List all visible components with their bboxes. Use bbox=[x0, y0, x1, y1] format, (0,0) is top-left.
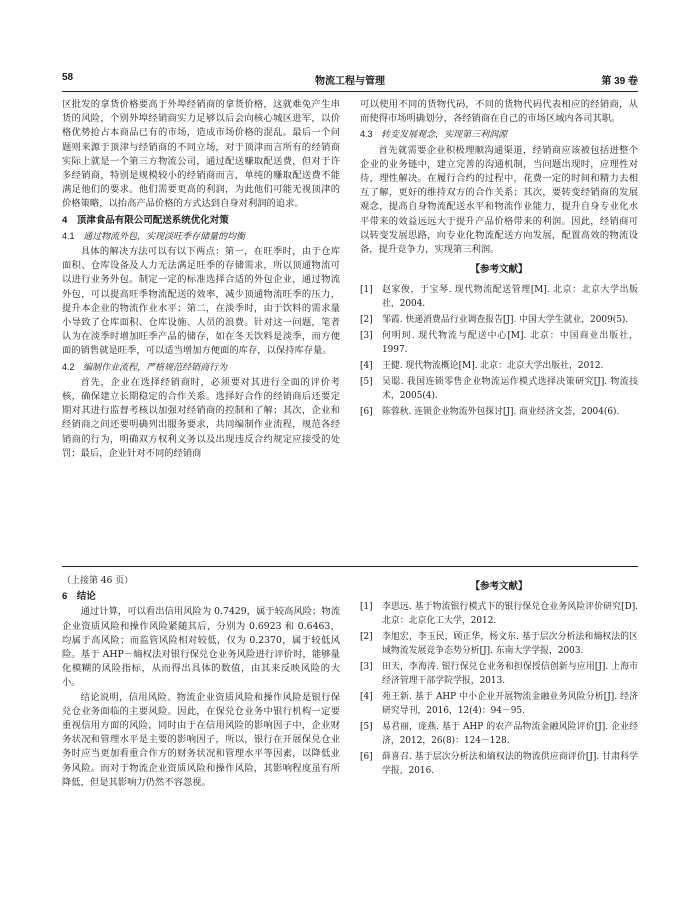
subsection-number: 4.3 bbox=[360, 129, 373, 140]
subsection-title: 通过物流外包，实现淡旺季存储量的均衡 bbox=[83, 231, 246, 242]
paragraph: 结论说明，信用风险、物流企业资质风险和操作风险是银行保兑仓业务面临的主要风险。因此，在保兑仓业务中银行机构一定要重视信用方面的风险，同时由于在信用风险的影响因子中，企业财务状况和管理水平是主要的影响因子，所以，银行在开展保兑仓业务时应当更加看重合作方的财务状况和管理水平等因素，以降低业务风险。而对于物流企业资质风险和操作风险，其影响程度虽有所降低，但是其影响力仍然不容忽视。 bbox=[62, 691, 340, 788]
reference-item bbox=[360, 630, 638, 658]
reference-number: [2] bbox=[360, 632, 373, 643]
reference-list bbox=[360, 283, 638, 419]
reference-item bbox=[360, 313, 638, 327]
continuation-note: （上接第 46 页） bbox=[62, 576, 134, 586]
reference-text: 何明珂. 现代物流与配送中心[M]. 北京：中国商业出版社，1997. bbox=[382, 331, 638, 356]
reference-text: 王健. 现代物流概论[M]. 北京：北京大学出版社，2012. bbox=[382, 361, 604, 372]
reference-text: 赵家俊，于宝琴. 现代物流配送管理[M]. 北京：北京大学出版社，2004. bbox=[382, 285, 638, 310]
reference-number: [2] bbox=[360, 315, 373, 326]
paragraph: 区批发的拿货价格要高于外埠经销商的拿货价格，这就难免产生串货的风险，个别外埠经销商实力足够以后会向核心城区进军，以价格优势抢占本商品已有的市场，造成市场价格的混乱。最后一个问题则来源于顶津与经销商的不同立场，对于顶津而言所有的经销商实际上就是一个第三方物流公司，通过配送赚取配送费，但对于许多经销商，特别是规模较小的经销商而言，单纯的赚取配送费不能满足他们的要求。他们需要更高的利润，为此他们可能无视顶津的价格策略，以抬高产品价格的方式达到自身对利润的追求。 bbox=[62, 99, 340, 210]
journal-title: 物流工程与管理 bbox=[315, 76, 385, 87]
section-heading: 6 结论 bbox=[62, 591, 96, 603]
section-divider bbox=[62, 566, 638, 567]
subsection-heading bbox=[62, 360, 340, 375]
reference-item bbox=[360, 720, 638, 748]
reference-text: 易君丽，庞燕. 基于 AHP 的农产品物流金融风险评价[J]. 企业经济，2012，26(8)：124－128. bbox=[382, 722, 638, 747]
reference-item bbox=[360, 600, 638, 628]
references-title: 【参考文献】 bbox=[470, 581, 528, 592]
page-number: 58 bbox=[62, 72, 74, 83]
reference-text: 李思远. 基于物流银行模式下的银行保兑仓业务风险评价研究[D]. 北京：北京化工大学，2012. bbox=[382, 602, 638, 627]
subsection-title: 转变发展观念，实现第三利润源 bbox=[381, 130, 508, 141]
paragraph: 首先，企业在选择经销商时，必须要对其进行全面的评价考核，确保建立长期稳定的合作关系。选择好合作的经销商后还要定期对其进行监督考核以加强对经销商的控制和了解；其次，企业和经销商之间还要明确列出服务要求，共同编制作业流程，规范各经销商的行为，明确双方权利义务以及出现违反合约规定应接受的处罚；最后，企业针对不同的经销商 bbox=[62, 376, 340, 459]
reference-text: 吴聪. 我国连锁零售企业物流运作模式选择决策研究[J]. 物流技术，2005(4). bbox=[382, 377, 638, 402]
reference-number: [5] bbox=[360, 377, 373, 388]
subsection-number: 4.2 bbox=[62, 361, 75, 372]
reference-number: [1] bbox=[360, 285, 373, 296]
reference-item bbox=[360, 375, 638, 403]
section-heading: 4 顶津食品有限公司配送系统优化对策 bbox=[62, 214, 229, 226]
reference-number: [4] bbox=[360, 692, 373, 703]
top-right-column bbox=[360, 98, 638, 421]
reference-text: 陈蓉秋. 连锁企业物流外包探讨[J]. 商业经济文荟，2004(6). bbox=[382, 407, 620, 418]
reference-item bbox=[360, 283, 638, 311]
paragraph: 具体的解决方法可以有以下两点：第一，在旺季时，由于仓库面积、仓库设备及人力无法满足旺季的存储需求，所以顶通物流可以进行业务外包。制定一定的标准选择合适的外包企业，通过物流外包，可以提高旺季物流配送的效率，减少顶通物流旺季的压力，提升本企业的物流作业水平；第二，在淡季时，由于饮料的需求量小导致了仓库面积、仓库设施、人员的浪费。针对这一问题，笔者认为在淡季时增加旺季产品的储存，如在冬天饮料是淡季，而方便面的销售就是旺季，可以适当增加方便面的库存，以保持库存量。 bbox=[62, 246, 340, 357]
subsection-heading bbox=[360, 127, 638, 142]
reference-item bbox=[360, 690, 638, 718]
references-title: 【参考文献】 bbox=[470, 264, 528, 276]
reference-number: [1] bbox=[360, 602, 373, 613]
reference-number: [3] bbox=[360, 662, 373, 673]
volume-label: 第 39 卷 bbox=[601, 76, 638, 87]
reference-text: 田天，李海涛. 银行保兑仓业务和担保授信创新与应用[J]. 上海市经济管理干部学院学报，2013. bbox=[382, 662, 638, 687]
bottom-right-column bbox=[360, 580, 638, 780]
top-left-column bbox=[62, 98, 340, 461]
reference-number: [6] bbox=[360, 752, 373, 763]
reference-number: [6] bbox=[360, 407, 373, 418]
reference-number: [4] bbox=[360, 361, 373, 372]
reference-number: [3] bbox=[360, 331, 373, 342]
paragraph: 首先就需要企业积极理顺沟通渠道，经销商应该被包括进整个企业的业务链中，建立完善的沟通机制，当问题出现时，应理性对待，理性解决。在履行合约的过程中，花费一定的时间和精力去相互了解，更好的维持双方的合作关系；其次，要转变经销商的发展观念，提高自身物流配送水平和物流作业能力，提升自身专业化水平带来的效益远远大于提升产品价格带来的利润。因此，经销商可以转变发展思路，向专业化物流配送方向发展，配置高效的物流设备，提升竞争力，实现第三利润。 bbox=[360, 144, 638, 256]
subsection-title: 编制作业流程，严格规范经销商行为 bbox=[83, 362, 228, 373]
reference-text: 苑王新. 基于 AHP 中小企业开展物流金融业务风险分析[J]. 经济研究导刊，2016，12(4)：94－95. bbox=[382, 692, 638, 717]
reference-item bbox=[360, 329, 638, 357]
reference-number: [5] bbox=[360, 722, 373, 733]
reference-item bbox=[360, 660, 638, 688]
reference-item bbox=[360, 750, 638, 778]
paragraph: 可以使用不同的货物代码，不同的货物代码代表相应的经销商，从而使得市场明确划分，各经销商在自己的市场区域内各司其职。 bbox=[360, 99, 638, 125]
reference-item bbox=[360, 359, 638, 373]
page-header bbox=[62, 72, 638, 88]
subsection-heading bbox=[62, 229, 340, 244]
bottom-left-column bbox=[62, 574, 340, 790]
subsection-number: 4.1 bbox=[62, 230, 75, 241]
paragraph: 通过计算，可以看出信用风险为 0.7429，属于较高风险；物流企业资质风险和操作风险紧随其后，分别为 0.6923 和 0.6463，均属于高风险；而监管风险相对较低，仅为 0.2370，属于较低风险。基于 AHP－熵权法对银行保兑仓业务风险进行评价时，能够量化模糊的风险指标，从而得出具体的数值，由其来反映风险的大小。 bbox=[62, 606, 340, 689]
reference-list bbox=[360, 600, 638, 778]
reference-item bbox=[360, 405, 638, 419]
reference-text: 邹霞. 快递消费品行业调查报告[J]. 中国大学生就业，2009(5). bbox=[382, 315, 629, 326]
reference-text: 薛喜召. 基于层次分析法和熵权法的物流供应商评价[J]. 甘肃科学学报，2016. bbox=[382, 752, 638, 777]
header-rule bbox=[62, 91, 638, 92]
reference-text: 李旭宏，李玉民，顾正华，杨文东. 基于层次分析法和熵权法的区域物流发展竞争态势分析[J]. 东南大学学报，2003. bbox=[382, 632, 638, 657]
